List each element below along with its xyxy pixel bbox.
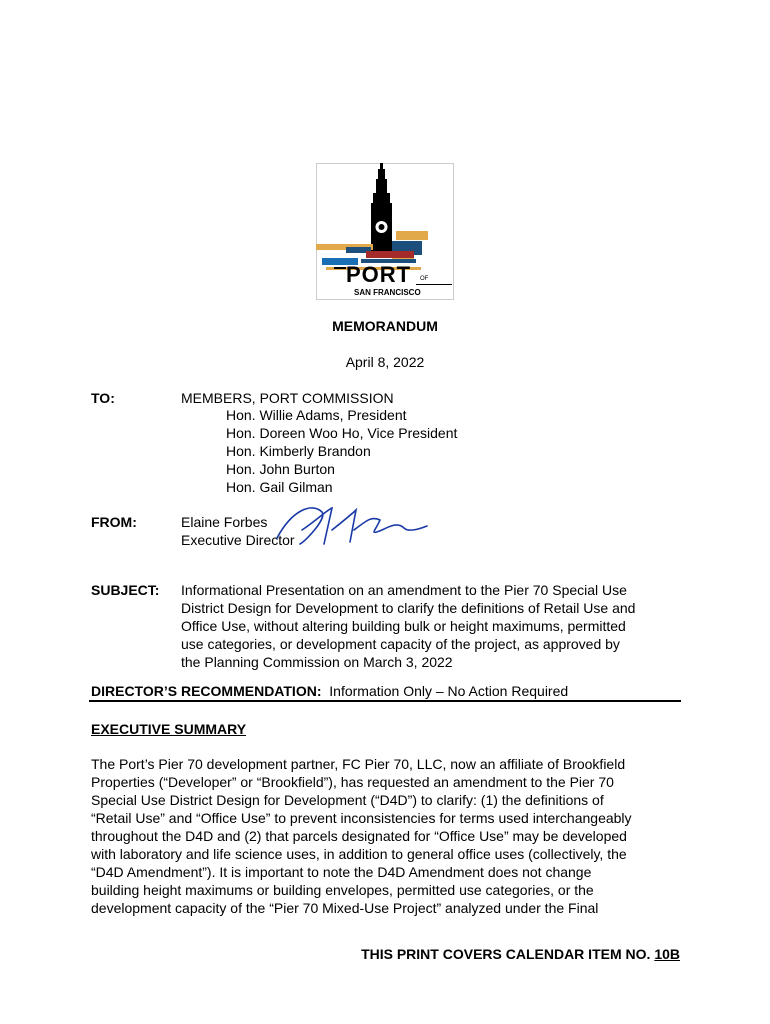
logo-city: SAN FRANCISCO — [354, 288, 421, 297]
summary-line: The Port’s Pier 70 development partner, FC Pier 70, LLC, now an affiliate of Brookfield — [91, 756, 626, 772]
summary-line: “Retail Use” and “Office Use” to prevent inconsistencies for terms used interchangeably — [91, 810, 632, 826]
summary-line: “D4D Amendment”). It is important to note the D4D Amendment does not change — [91, 864, 592, 880]
summary-line: Special Use District Design for Development (“D4D”) to clarify: (1) the definitions of — [91, 792, 604, 808]
summary-line: throughout the D4D and (2) that parcels designated for “Office Use” may be developed — [91, 828, 627, 844]
from-title: Executive Director — [181, 532, 295, 548]
subject-line: use categories, or development capacity of the project, as approved by — [181, 636, 620, 652]
to-label: TO: — [91, 390, 115, 406]
summary-line: development capacity of the “Pier 70 Mixed-Use Project” analyzed under the Final — [91, 900, 599, 916]
memo-date: April 8, 2022 — [345, 354, 425, 370]
summary-line: with laboratory and life science uses, in addition to general office uses (collectively, the — [91, 846, 627, 862]
member-line: Hon. Gail Gilman — [226, 479, 333, 495]
memo-title: MEMORANDUM — [332, 318, 438, 334]
port-of-san-francisco-logo — [316, 163, 454, 300]
member-line: Hon. Kimberly Brandon — [226, 443, 371, 459]
recommendation-row — [91, 682, 568, 700]
calendar-item-footer — [361, 945, 680, 963]
summary-line: Properties (“Developer” or “Brookfield”), has requested an amendment to the Pier 70 — [91, 774, 614, 790]
subject-line: District Design for Development to clarify the definitions of Retail Use and — [181, 600, 636, 616]
subject-line: Informational Presentation on an amendment to the Pier 70 Special Use — [181, 582, 627, 598]
member-line: Hon. Willie Adams, President — [226, 407, 407, 423]
subject-line: the Planning Commission on March 3, 2022 — [181, 654, 453, 670]
summary-line: building height maximums or building envelopes, permitted use categories, or the — [91, 882, 594, 898]
recommendation-value: Information Only – No Action Required — [329, 683, 569, 699]
executive-summary-heading: EXECUTIVE SUMMARY — [91, 721, 247, 737]
signature-image — [272, 500, 432, 550]
logo-dash — [334, 267, 346, 269]
footer-prefix: THIS PRINT COVERS CALENDAR ITEM NO. — [361, 946, 651, 962]
from-label: FROM: — [91, 514, 137, 530]
subject-label: SUBJECT: — [91, 582, 160, 598]
subject-line: Office Use, without altering building bulk or height maximums, permitted — [181, 618, 626, 634]
member-line: Hon. Doreen Woo Ho, Vice President — [226, 425, 458, 441]
divider-rule — [89, 700, 681, 702]
logo-word: PORT — [346, 262, 412, 287]
from-name: Elaine Forbes — [181, 514, 268, 530]
logo-of: OF — [420, 276, 429, 282]
member-line: Hon. John Burton — [226, 461, 335, 477]
footer-item-number: 10B — [654, 946, 680, 962]
to-heading: MEMBERS, PORT COMMISSION — [181, 390, 394, 406]
recommendation-label: DIRECTOR’S RECOMMENDATION: — [91, 683, 322, 699]
logo-underline — [416, 284, 452, 285]
